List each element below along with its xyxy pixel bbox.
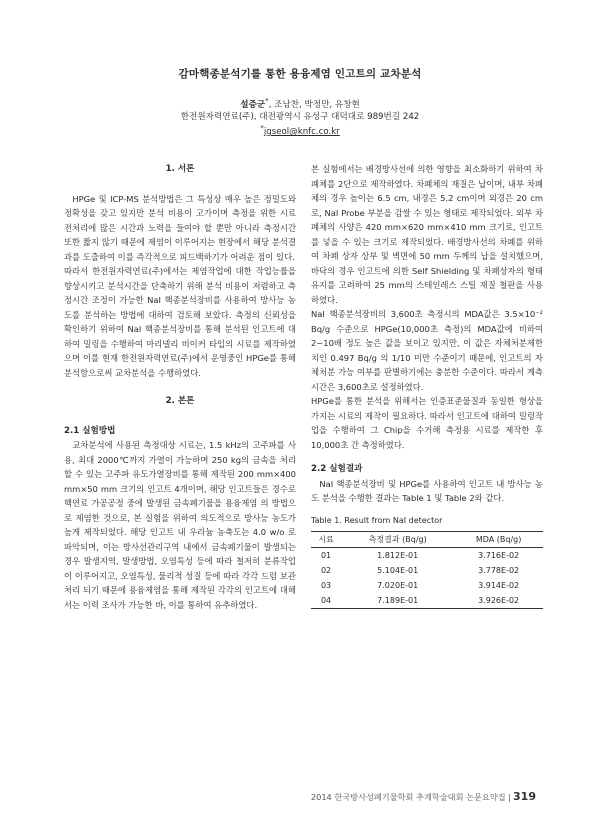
co-authors: , 조남찬, 박정만, 유창현 xyxy=(268,99,360,110)
section-heading-intro: 1. 서론 xyxy=(165,164,195,174)
table-cell: 3.778E-02 xyxy=(478,566,520,575)
intro-paragraph-1: HPGe 및 ICP-MS 분석방법은 그 특성상 매우 높은 정밀도와 정확성을 갖고 있지만 분석 비용이 고가이며 측정을 위한 시료 전처리에 많은 시간과 노력을 들여야 할 뿐만 아니라 측정시간 또한 짧지 않기 때문에 제염이 이루어지는 현장에서 해당 분석결과를 도출하여 이를 즉각적으로 피드백하기가 어려운 점이 있다. xyxy=(64,193,296,262)
page-number: 319 xyxy=(513,790,536,803)
table-row xyxy=(311,563,543,578)
table-cell: 1.812E-01 xyxy=(377,551,419,560)
email-mark: * xyxy=(260,123,264,132)
affiliation: 한전원자력연료(주), 대전광역시 유성구 대덕대로 989번길 242 xyxy=(180,112,420,122)
table-cell: 01 xyxy=(320,551,332,560)
table-cell: 3.716E-02 xyxy=(478,551,520,560)
table-cell: 5.104E-01 xyxy=(377,566,419,575)
table-cell: 7.020E-01 xyxy=(377,581,419,590)
page-footer xyxy=(311,790,536,803)
table-header-cell: 시료 xyxy=(318,535,334,544)
email-line xyxy=(0,123,600,137)
paper-title: 감마핵종분석기를 통한 용융제염 인고트의 교차분석 xyxy=(178,68,422,80)
table-cell: 04 xyxy=(320,596,332,605)
table-row xyxy=(311,548,543,564)
footer-text: 2014 한국방사성폐기물학회 추계학술대회 논문요약집 xyxy=(310,792,506,802)
results-table xyxy=(311,531,543,609)
method-paragraph-3: NaI 핵종분석장비의 3,600초 측정시의 MDA값은 3.5×10⁻² Bq/g 수준으로 HPGe(10,000초 측정)의 MDA값에 비하여 2~10배 정도 높은 값을 보이고 있지만, 이 값은 자체처분제한치인 0.497 Bq/g 의 1/10 미만 수준이기 때문에, 인고트의 자체처분 가능 여부를 판별하기에는 충분한 수준이다. 따라서 계측시간은 3,600초로 설정하였다. xyxy=(311,309,543,392)
corresponding-mark: * xyxy=(265,96,269,105)
table-header-cell: 측정결과 (Bq/g) xyxy=(368,535,427,544)
footer-separator: | xyxy=(508,792,512,802)
table-row xyxy=(311,593,543,609)
table-row xyxy=(311,578,543,593)
method-paragraph-2: 본 실험에서는 배경방사선에 의한 영향을 최소화하기 위하여 차폐체를 2단으로 제작하였다. 차폐체의 재질은 납이며, 내부 차폐체의 경우 높이는 6.5 cm, 내경은 5.2 cm이며 외경은 20 cm 로, NaI Probe 부분을 감쌀 수 있는 형태로 제작되었다. 외부 차폐체의 사양은 420 mm×620 mm×410 mm 크기로, 인고트를 넣을 수 있는 크기로 제작되었다. 배경방사선의 차폐를 위하여 차폐 상자 상부 및 벽면에 50 mm 두께의 납을 설치했으며, 바닥의 경우 인고트에 의한 Self Shielding 및 차폐상자의 형태 유지를 고려하여 25 mm의 스테인레스 스틸 재질 철판을 사용하였다. xyxy=(311,164,543,305)
table-cell: 03 xyxy=(320,581,332,590)
main-author: 설증군 xyxy=(240,99,266,110)
left-column xyxy=(64,162,296,612)
subsection-heading-method: 2.1 실험방법 xyxy=(64,425,116,436)
section-heading-main: 2. 본론 xyxy=(165,396,195,406)
email-address[interactable]: jgseol@knfc.co.kr xyxy=(263,126,340,137)
method-paragraph-1: 교차분석에 사용된 측정대상 시료는, 1.5 kHz의 고주파를 사용, 최대 2000℃까지 가열이 가능하며 250 kg의 금속을 처리할 수 있는 고주파 유도가열장비를 통해 제작된 200 mm×400 mm×50 mm 크기의 인고트 4개이며, 해당 인고트들은 경수로 핵연료 가공공정 중에 발생된 금속폐기물을 용융제염 의 방법으로 제염한 것으로, 본 실험을 위하여 의도적으로 방사능 농도가 높게 제작되었다. 해당 인고트 내 우라늄 농축도는 4.0 w/o 로 파악되며, 이는 방사선관리구역 내에서 금속폐기물이 발생되는 경우 발생지역, 발생방법, 오염특성 등에 따라 철저히 분류작업이 이루어지고, 오염특성, 물리적 성질 등에 따라 각각 드럼 보관처리 되기 때문에 용융제염을 통해 제작된 각각의 인고트에 대해서는 이력 조사가 가능한 바, 이를 통하여 유추하였다. xyxy=(64,440,296,610)
author-line xyxy=(0,96,600,110)
results-paragraph-1: NaI 핵종분석장비 및 HPGe를 사용하여 인고트 내 방사능 농도 분석을 수행한 결과는 Table 1 및 Table 2와 같다. xyxy=(311,478,543,503)
right-column xyxy=(311,162,543,609)
table-cell: 3.914E-02 xyxy=(478,581,520,590)
subsection-heading-results: 2.2 실험결과 xyxy=(311,464,363,474)
table-cell: 02 xyxy=(320,566,332,575)
intro-paragraph-2: 따라서 한전원자력연료(주)에서는 제염작업에 대한 작업능률을 향상시키고 분석시간을 단축하기 위해 분석 비용이 저렴하고 측정시간 조정이 가능한 NaI 핵종분석장비를 사용하여 방사능 농도를 분석하는 방법에 대하여 검토해 보았다. 측정의 신뢰성을 확인하기 위하여 NaI 핵종분석장비를 통해 분석된 인고트에 대하여 밀링을 수행하여 마리넬리 비이커 타입의 시료를 제작하였으며 이를 현재 한전원자력연료(주)에서 운영중인 HPGe를 통해 분석함으로써 교차분석을 수행하였다. xyxy=(64,266,296,378)
table-cell: 3.926E-02 xyxy=(478,596,520,605)
table-caption: Table 1. Result from NaI detector xyxy=(311,515,443,525)
table-header-cell: MDA (Bq/g) xyxy=(475,535,522,544)
table-cell: 7.189E-01 xyxy=(377,596,419,605)
method-paragraph-4: HPGe를 통한 분석을 위해서는 인증표준물질과 동일한 형상을 가지는 시료의 제작이 필요하다. 따라서 인고트에 대하여 밀링작업을 수행하여 그 Chip을 수거해 측정용 시료를 제작한 후 10,000초 간 측정하였다. xyxy=(311,396,543,450)
table-header-row xyxy=(311,532,543,548)
